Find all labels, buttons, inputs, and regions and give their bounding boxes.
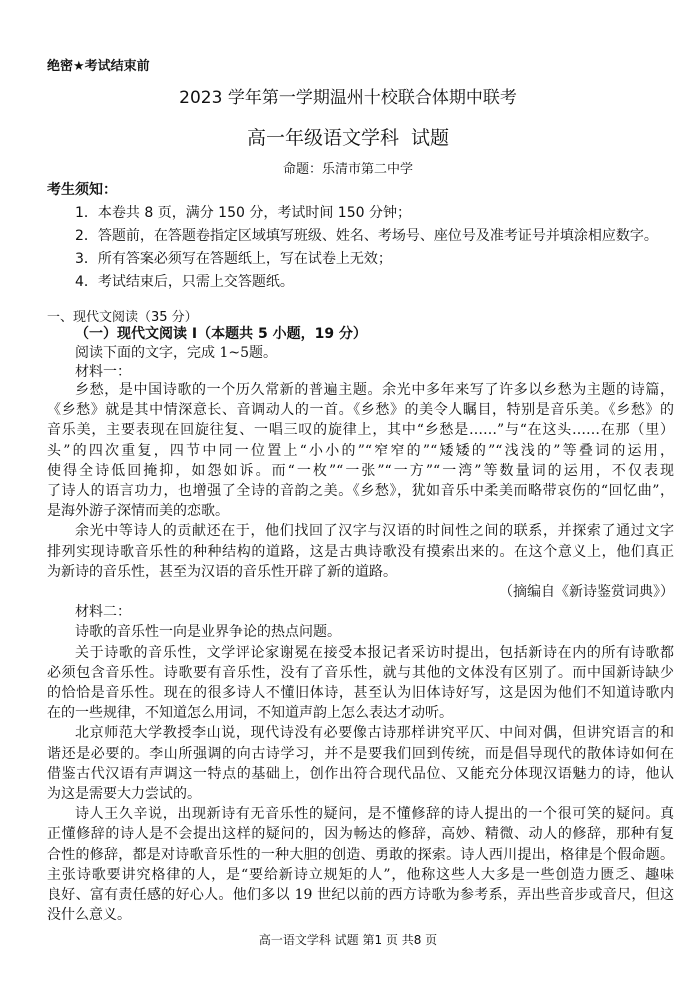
body-line: 为新诗的音乐性，甚至为汉语的音乐性开辟了新的道路。	[47, 563, 397, 580]
body-line: 在的一些规律，不知道怎么用词，不知道声韵上怎么表达才动听。	[47, 705, 453, 722]
body-line: 北京师范大学教授李山说，现代诗没有必要像古诗那样讲究平仄、中间对偶，但讲究语言的和	[75, 725, 674, 742]
body-line: 的恰恰是音乐性。现在的很多诗人不懂旧体诗，甚至认为旧体诗好写，这是因为他们不知道诗歌内	[47, 685, 674, 701]
body-line: 排列实现诗歌音乐性的种种结构的道路，这是古典诗歌没有摸索出来的。在这个意义上，他们真正	[47, 543, 674, 560]
notice-heading: 考生须知：	[47, 182, 117, 198]
body-line: 正懂修辞的诗人是不会提出这样的疑问的，因为畅达的修辞，高妙、精微、动人的修辞，那种有复	[47, 826, 674, 843]
body-line: 头”的四次重复，四节中同一位置上“小小的”“窄窄的”“矮矮的”“浅浅的”等叠词的运用，	[47, 442, 674, 459]
body-line: 使得全诗低回掩抑，如怨如诉。而“一枚”“一张”“一方”“一湾”等数量词的运用，不仅表现	[47, 462, 674, 479]
notice-item: 4．考试结束后，只需上交答题纸。	[75, 274, 294, 290]
body-line: 音乐美，主要表现在回旋往复、一唱三叹的旋律上，其中“乡愁是……”与“在这头……在那（里）	[47, 422, 674, 439]
body-line: 《乡愁》就是其中情深意长、音调动人的一首。《乡愁》的美令人瞩目，特别是音乐美。《乡愁》的	[47, 402, 674, 419]
section-heading: 一、现代文阅读（35 分）	[47, 310, 198, 325]
instruction: 阅读下面的文字，完成 1~5题。	[75, 345, 277, 361]
body-line: 关于诗歌的音乐性，文学评论家谢冕在接受本报记者采访时提出，包括新诗在内的所有诗歌都	[75, 644, 674, 661]
body-line: 没什么意义。	[47, 907, 131, 924]
body-line: 余光中等诗人的贡献还在于，他们找回了汉字与汉语的时间性之间的联系，并探索了通过文字	[75, 523, 674, 540]
body-line: 合性的修辞，都是对诗歌音乐性的一种大胆的创造、勇敢的探索。诗人西川提出，格律是个假命题。	[47, 846, 674, 863]
body-line: 诗人王久辛说，出现新诗有无音乐性的疑问，是不懂修辞的诗人提出的一个很可笑的疑问。真	[75, 806, 674, 823]
body-line: 必须包含音乐性。诗歌要有音乐性，没有了音乐性，就与其他的文体没有区别了。而中国新诗缺少	[47, 664, 674, 681]
exam-author: 命题：乐清市第二中学	[282, 162, 413, 177]
notice-item: 2．答题前，在答题卷指定区域填写班级、姓名、考场号、座位号及准考证号并填涂相应数字。	[75, 228, 658, 244]
body-line: 是海外游子深情而美的恋歌。	[47, 503, 229, 520]
body-line: 谐还是必要的。李山所强调的向古诗学习，并不是要我们回到传统，而是倡导现代的散体诗如何在	[47, 745, 674, 762]
source-citation: （摘编自《新诗鉴赏词典》）	[499, 584, 674, 600]
material1-label: 材料一：	[75, 364, 131, 380]
confidential-label: 绝密★考试结束前	[47, 59, 150, 74]
page-footer: 高一语文学科 试题 第1 页 共8 页	[258, 933, 438, 947]
body-line: 了诗人的语言功力，也增强了全诗的音韵之美。《乡愁》，犹如音乐中柔美而略带哀伤的“回忆曲”，	[47, 483, 674, 499]
exam-subtitle: 高一年级语文学科 试题	[246, 127, 450, 149]
notice-item: 1．本卷共 8 页，满分 150 分，考试时间 150 分钟；	[75, 205, 411, 221]
material2-label: 材料二：	[75, 604, 131, 621]
body-line: 乡愁，是中国诗歌的一个历久常新的普遍主题。余光中多年来写了许多以乡愁为主题的诗篇，	[75, 382, 674, 398]
notice-item: 3．所有答案必须写在答题纸上，写在试卷上无效；	[75, 251, 392, 267]
body-line: 主张诗歌要讲究格律的人，是“要给新诗立规矩的人”，他称这些人大多是一些创造力匮乏、趣味	[47, 866, 674, 883]
body-line: 为这是需要大力尝试的。	[47, 786, 201, 802]
exam-title: 2023 学年第一学期温州十校联合体期中联考	[179, 88, 517, 108]
body-line: 诗歌的音乐性一向是业界争论的热点问题。	[75, 624, 341, 641]
body-line: 借鉴古代汉语有声调这一特点的基础上，创作出符合现代品位、又能充分体现汉语魅力的诗，他认	[47, 765, 674, 782]
sub-heading: （一）现代文阅读 I（本题共 5 小题，19 分）	[75, 326, 367, 342]
body-line: 良好、富有责任感的好心人。他们多以 19 世纪以前的西方诗歌为参考系，弄出些音步或音尺，但这	[47, 887, 674, 903]
